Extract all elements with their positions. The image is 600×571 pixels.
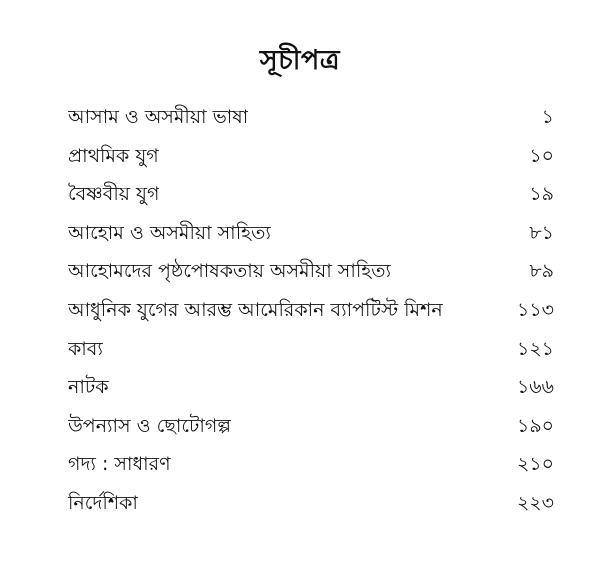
toc-entry (68, 98, 554, 137)
toc-entry-title: নাটক (68, 376, 109, 399)
toc-entry-page: ১১৩ (516, 298, 554, 321)
toc-entry (68, 484, 554, 523)
toc-entry (68, 137, 554, 176)
toc-entry-title: আধুনিক যুগের আরম্ভ আমেরিকান ব্যাপটিস্ট মিশন (68, 298, 443, 321)
toc-entry-title: বৈষ্ণবীয় যুগ (68, 183, 160, 206)
toc-entry-page: ১৯০ (516, 414, 554, 437)
toc-entry (68, 252, 554, 291)
toc-entry-title: কাব্য (68, 337, 103, 360)
toc-entry (68, 330, 554, 369)
toc-entry (68, 368, 554, 407)
page-title: সূচীপত্র (259, 45, 341, 76)
toc-entry-page: ১৬৬ (516, 376, 554, 399)
toc-entry (68, 175, 554, 214)
toc-entry-title: নির্দেশিকা (68, 491, 138, 514)
toc-entry (68, 445, 554, 484)
toc-entry (68, 291, 554, 330)
toc-entry (68, 214, 554, 253)
toc-entry (68, 407, 554, 446)
toc-entry-page: ১৯ (529, 183, 554, 206)
toc-entry-page: ২২৩ (516, 491, 554, 514)
table-of-contents (68, 98, 554, 523)
toc-entry-title: উপন্যাস ও ছোটোগল্প (68, 414, 231, 437)
toc-entry-title: গদ্য : সাধারণ (68, 453, 171, 476)
toc-entry-title: আহোম ও অসমীয়া সাহিত্য (68, 221, 271, 244)
toc-entry-page: ২১০ (516, 453, 554, 476)
toc-entry-title: আসাম ও অসমীয়া ভাষা (68, 106, 249, 128)
toc-entry-page: ১ (541, 106, 554, 128)
toc-entry-title: আহোমদের পৃষ্ঠপোষকতায় অসমীয়া সাহিত্য (68, 260, 392, 283)
toc-entry-page: ১২১ (516, 337, 554, 360)
toc-entry-title: প্রাথমিক যুগ (68, 144, 159, 167)
toc-entry-page: ৮১ (529, 221, 554, 244)
toc-entry-page: ১০ (529, 144, 554, 167)
toc-entry-page: ৮৯ (529, 260, 554, 283)
